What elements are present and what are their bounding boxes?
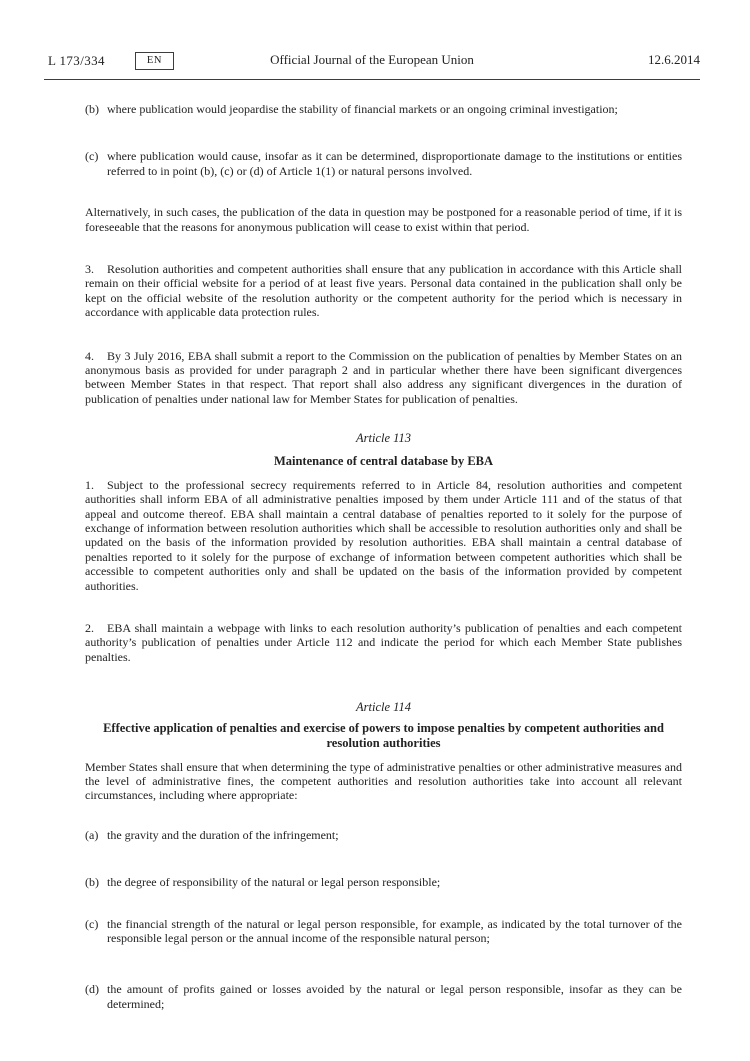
paragraph-number: 3. <box>85 262 94 277</box>
journal-title: Official Journal of the European Union <box>270 52 474 67</box>
article-113-title: Maintenance of central database by EBA <box>273 453 494 468</box>
paragraph-number: 4. <box>85 348 94 363</box>
point-text: the degree of responsibility of the natural or legal person responsible; <box>107 875 441 890</box>
paragraph-3 <box>85 262 682 320</box>
point-text: the gravity and the duration of the infringement; <box>107 827 339 842</box>
language-badge: EN <box>135 52 174 70</box>
list-item-c <box>85 917 682 946</box>
paragraph-text: EBA shall maintain a webpage with links to each resolution authority’s publication of penalties and each competent authority’s publication of penalties under Article 112 and indicate the period for which each Member State publishes penalties. <box>85 620 682 664</box>
paragraph-text: Resolution authorities and competent authorities shall ensure that any publication in accordance with this Article shall remain on their official website for a period of at least five years. Personal data contained in the publication shall only be kept on the official website of the resolution authority or the competent authority for the period which is necessary in accordance with applicable data protection rules. <box>85 262 682 320</box>
point-label: (d) <box>85 982 99 997</box>
point-label: (b) <box>85 875 99 890</box>
point-text: the amount of profits gained or losses avoided by the natural or legal person responsible, insofar as they can be determined; <box>107 982 682 1011</box>
point-label: (c) <box>85 916 99 931</box>
list-item-b-top <box>85 102 682 116</box>
article-113-paragraph-1 <box>85 478 682 593</box>
point-text: where publication would cause, insofar as it can be determined, disproportionate damage to the institutions or entities referred to in point (b), (c) or (d) of Article 1(1) or natural persons involved. <box>107 149 682 178</box>
document-body <box>85 102 682 1011</box>
paragraph-number: 1. <box>85 477 94 492</box>
paragraph-number: 2. <box>85 620 94 635</box>
point-text: the financial strength of the natural or legal person responsible, for example, as indicated by the total turnover of the responsible legal person or the annual income of the responsible natural person; <box>107 916 682 945</box>
article-113-paragraph-2 <box>85 621 682 664</box>
issue-date: 12.6.2014 <box>647 52 700 67</box>
page-header <box>44 0 700 80</box>
list-item-a <box>85 828 682 842</box>
point-label: (b) <box>85 102 99 116</box>
page-reference: L 173/334 <box>48 53 105 68</box>
point-label: (c) <box>85 149 99 164</box>
list-item-d <box>85 982 682 1011</box>
article-113-heading: Article 113 <box>356 431 411 446</box>
paragraph-text: By 3 July 2016, EBA shall submit a report to the Commission on the publication of penalties by Member States on an anonymous basis as provided for under paragraph 2 and in particular whether there have been significant divergences between Member States in that respect. That report shall also address any significant divergences in the duration of publication of penalties under national law for Member States for publication of penalties. <box>85 348 682 406</box>
header-left <box>44 52 229 70</box>
list-item-c-top <box>85 149 682 178</box>
paragraph-text: Subject to the professional secrecy requirements referred to in Article 84, resolution authorities and competent authorities shall inform EBA of all administrative penalties imposed by them under Article 111 and of the status of that appeal and outcome thereof. EBA shall maintain a central database of penalties reported to it solely for the purpose of exchange of information between resolution authorities which shall be accessible to resolution authorities only and shall be updated on the basis of the information provided by resolution authorities. EBA shall maintain a central database of penalties reported to it solely for the purpose of exchange of information between competent authorities which shall be accessible to competent authorities only and shall be updated on the basis of the information provided by competent authorities. <box>85 477 682 593</box>
paragraph-alternatively: Alternatively, in such cases, the publication of the data in question may be postponed for a reasonable period of time, if it is foreseeable that the reasons for anonymous publication will cease to exist within that period. <box>85 205 682 234</box>
paragraph-4 <box>85 349 682 407</box>
point-label: (a) <box>85 827 99 842</box>
article-114-title: Effective application of penalties and exercise of powers to impose penalties by competent authorities and resolution authorities <box>103 720 664 750</box>
point-text: where publication would jeopardise the stability of financial markets or an ongoing criminal investigation; <box>107 102 618 116</box>
list-item-b <box>85 875 682 889</box>
article-114-heading: Article 114 <box>356 700 411 715</box>
article-114-intro: Member States shall ensure that when determining the type of administrative penalties or other administrative measures and the level of administrative fines, the competent authorities and resolution authorities take into account all relevant circumstances, including where appropriate: <box>85 759 682 803</box>
